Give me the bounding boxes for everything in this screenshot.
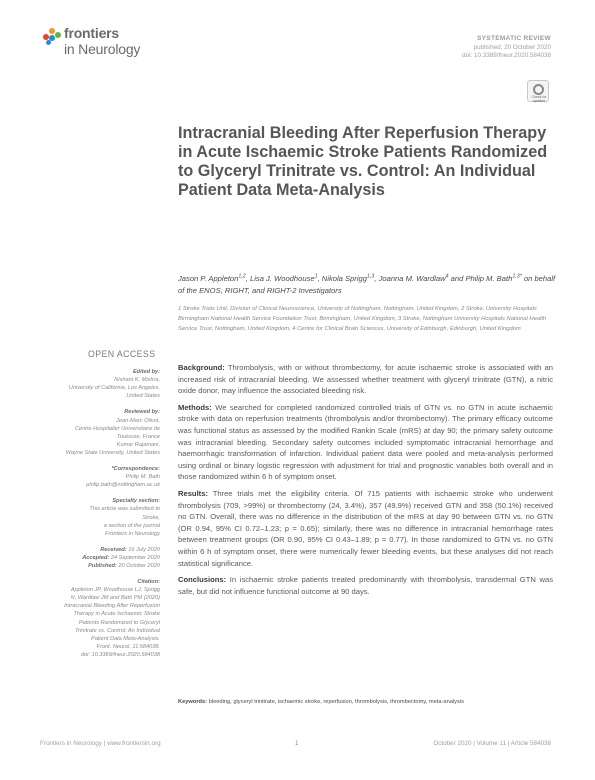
citation-line: Appleton JP, Woodhouse LJ, Sprigg — [70, 587, 160, 594]
keywords — [178, 699, 558, 705]
citation-line: N, Wardlaw JM and Bath PM (2020) — [70, 595, 160, 602]
author-name[interactable]: Lisa J. Woodhouse — [250, 274, 315, 283]
citation-heading: Citation: — [137, 579, 160, 586]
specialty-line: Frontiers in Neurology — [104, 530, 160, 537]
check-updates-icon — [533, 84, 544, 95]
open-access-label: OPEN ACCESS — [88, 349, 156, 359]
journal-name-line1: frontiers — [64, 25, 119, 41]
abstract — [178, 362, 553, 602]
reviewer-line: Centre Hospitalier Universitaire de — [74, 425, 160, 432]
specialty-line: a section of the journal — [103, 522, 160, 529]
accepted-date: Accepted: 24 September 2020 — [82, 554, 160, 561]
reviewer-line: Kumar Rajamani, — [116, 441, 160, 448]
keywords-text: bleeding, glyceryl trinitrate, ischaemic stroke, reperfusion, thrombolysis, thrombectomy, meta-analysis — [208, 699, 464, 705]
article-title: Intracranial Bleeding After Reperfusion Therapy in Acute Ischaemic Stroke Patients Randomized to Glyceryl Trinitrate vs. Control: An Individual Patient Data Meta-Analysis — [178, 124, 548, 199]
citation-doi-link[interactable]: doi: 10.3389/fneur.2020.584038 — [80, 651, 160, 658]
page-number: 1 — [295, 740, 299, 747]
abstract-background: Background: Thrombolysis, with or without thrombectomy, for acute ischaemic stroke is associated with an increased risk of intracranial bleeding. We assessed whether treatment with glyceryl trinitrate (GTN), a nitric oxide donor, may influence the associated bleeding risk. — [178, 363, 553, 396]
editor-line: Nishant K. Mishra, — [114, 377, 160, 384]
abstract-conclusions: Conclusions: In ischaemic stroke patients treated predominantly with thrombolysis, transdermal GTN was safe, but did not influence functional outcome at 90 days. — [178, 575, 553, 596]
specialty-section-heading: Specialty section: — [112, 498, 160, 505]
editor-line: United States — [126, 393, 160, 400]
journal-name-line2: in Neurology — [64, 41, 141, 57]
citation-line: Patients Randomized to Glyceryl — [78, 619, 160, 626]
reviewer-line: Jean-Marc Olivot, — [116, 417, 160, 424]
abstract-results: Results: Three trials met the eligibility criteria. Of 715 patients with ischaemic stroke who underwent thrombolysis (709, >99%) or thrombectomy (24, 3.4%), 357 (49.9%) received GTN and 358 (50.1%) received no GTN. Overall, there was no difference in the distribution of the mRS at day 90 between GTN vs. no GTN (OR 0.94, 95% CI 0.72–1.23; p = 0.65); similarly, there was no difference in intracranial hemorrhage rates between treatment groups (OR 0.90, 95% CI 0.43–1.89; p = 0.77). In those randomized to GTN vs. no GTN within 6 h of symptom onset, there were numerically fewer bleeding events, but these analyses did not reach statistical significance. — [178, 488, 553, 568]
author-name[interactable]: Joanna M. Wardlaw — [378, 274, 446, 283]
citation-line: Therapy in Acute Ischaemic Stroke — [73, 611, 160, 618]
journal-logo[interactable] — [43, 25, 153, 65]
edited-by-heading: Edited by: — [132, 369, 160, 376]
reviewed-by-heading: Reviewed by: — [124, 409, 160, 416]
published-date-sidebar: Published: 20 October 2020 — [88, 562, 160, 569]
doi-link[interactable]: doi: 10.3389/fneur.2020.584038 — [462, 52, 551, 59]
article-type: SYSTEMATIC REVIEW — [477, 35, 551, 42]
citation-line: Intracranial Bleeding After Reperfusion — [64, 603, 160, 610]
citation-line: Front. Neurol. 11:584038. — [96, 643, 160, 650]
author-list: Jason P. Appleton$^{1,2}$, Lisa J. Woodhouse$^1$, Nikola Sprigg$^{1,3}$, Joanna M. Wardlaw$^4$ and Philip M. Bath$^{1,3*}$ on behalf of the ENOS, RIGHT, and RIGHT-2 Investigators — [178, 273, 556, 295]
reviewer-line: Toulouse, France — [116, 433, 160, 440]
footer-issue-info: October 2020 | Volume 11 | Article 584038 — [433, 740, 551, 747]
citation-line: Patient Data Meta-Analysis. — [90, 635, 160, 642]
correspondence-heading: *Correspondence: — [111, 466, 160, 473]
author-name[interactable]: Jason P. Appleton — [178, 274, 239, 283]
correspondence-email-link[interactable]: philip.bath@nottingham.ac.uk — [86, 482, 160, 489]
check-for-updates-button[interactable]: Check for updates — [527, 80, 549, 102]
affiliations: 1 Stroke Trials Unit, Division of Clinical Neuroscience, University of Nottingham, Nottingham, United Kingdom, 2 Stroke, University Hospitals Birmingham National Health Service Foundation Trust, Birmingham, United Kingdom, 3 Stroke, Nottingham University Hospitals National Health Service Trust, Nottingham, United Kingdom, 4 Centre for Clinical Brain Sciences, University of Edinburgh, Edinburgh, United Kingdom — [178, 306, 547, 332]
author-name[interactable]: Philip M. Bath — [465, 274, 513, 283]
keywords-label: Keywords: — [178, 699, 208, 705]
published-date: published: 20 October 2020 — [473, 44, 551, 51]
specialty-line: This article was submitted to — [89, 506, 160, 513]
specialty-line: Stroke, — [142, 514, 160, 521]
correspondence-name: Philip M. Bath — [125, 474, 160, 481]
footer-journal-link[interactable]: Frontiers in Neurology | www.frontiersin.org — [40, 740, 161, 747]
frontiers-logo-icon — [43, 28, 63, 48]
reviewer-line: Wayne State University, United States — [65, 449, 160, 456]
abstract-methods: Methods: We searched for completed randomized controlled trials of GTN vs. no GTN in acute ischaemic stroke with data on reperfusion treatments (thrombolysis and/or thrombectomy). The primary efficacy outcome was functional status as assessed by the modified Rankin Scale (mRS) at day 90; the primary safety outcome was intracranial bleeding. Secondary safety outcomes included symptomatic intracranial hemorrhage and haemorrhagic transformation of infarction. Individual patient data were pooled and meta-analysis performed using ordinal or binary logistic regression with adjustment for trial and prognostic variables both overall and in those randomized within 6 h of symptom onset. — [178, 402, 553, 482]
article-info-sidebar — [40, 350, 160, 659]
group-authorship: on behalf of the ENOS, RIGHT, and RIGHT-2 Investigators — [178, 274, 556, 295]
received-date: Received: 16 July 2020 — [100, 546, 160, 553]
editor-line: University of California, Los Angeles, — [68, 385, 160, 392]
author-name[interactable]: Nikola Sprigg — [321, 274, 367, 283]
citation-line: Trinitrate vs. Control: An Individual — [75, 627, 160, 634]
